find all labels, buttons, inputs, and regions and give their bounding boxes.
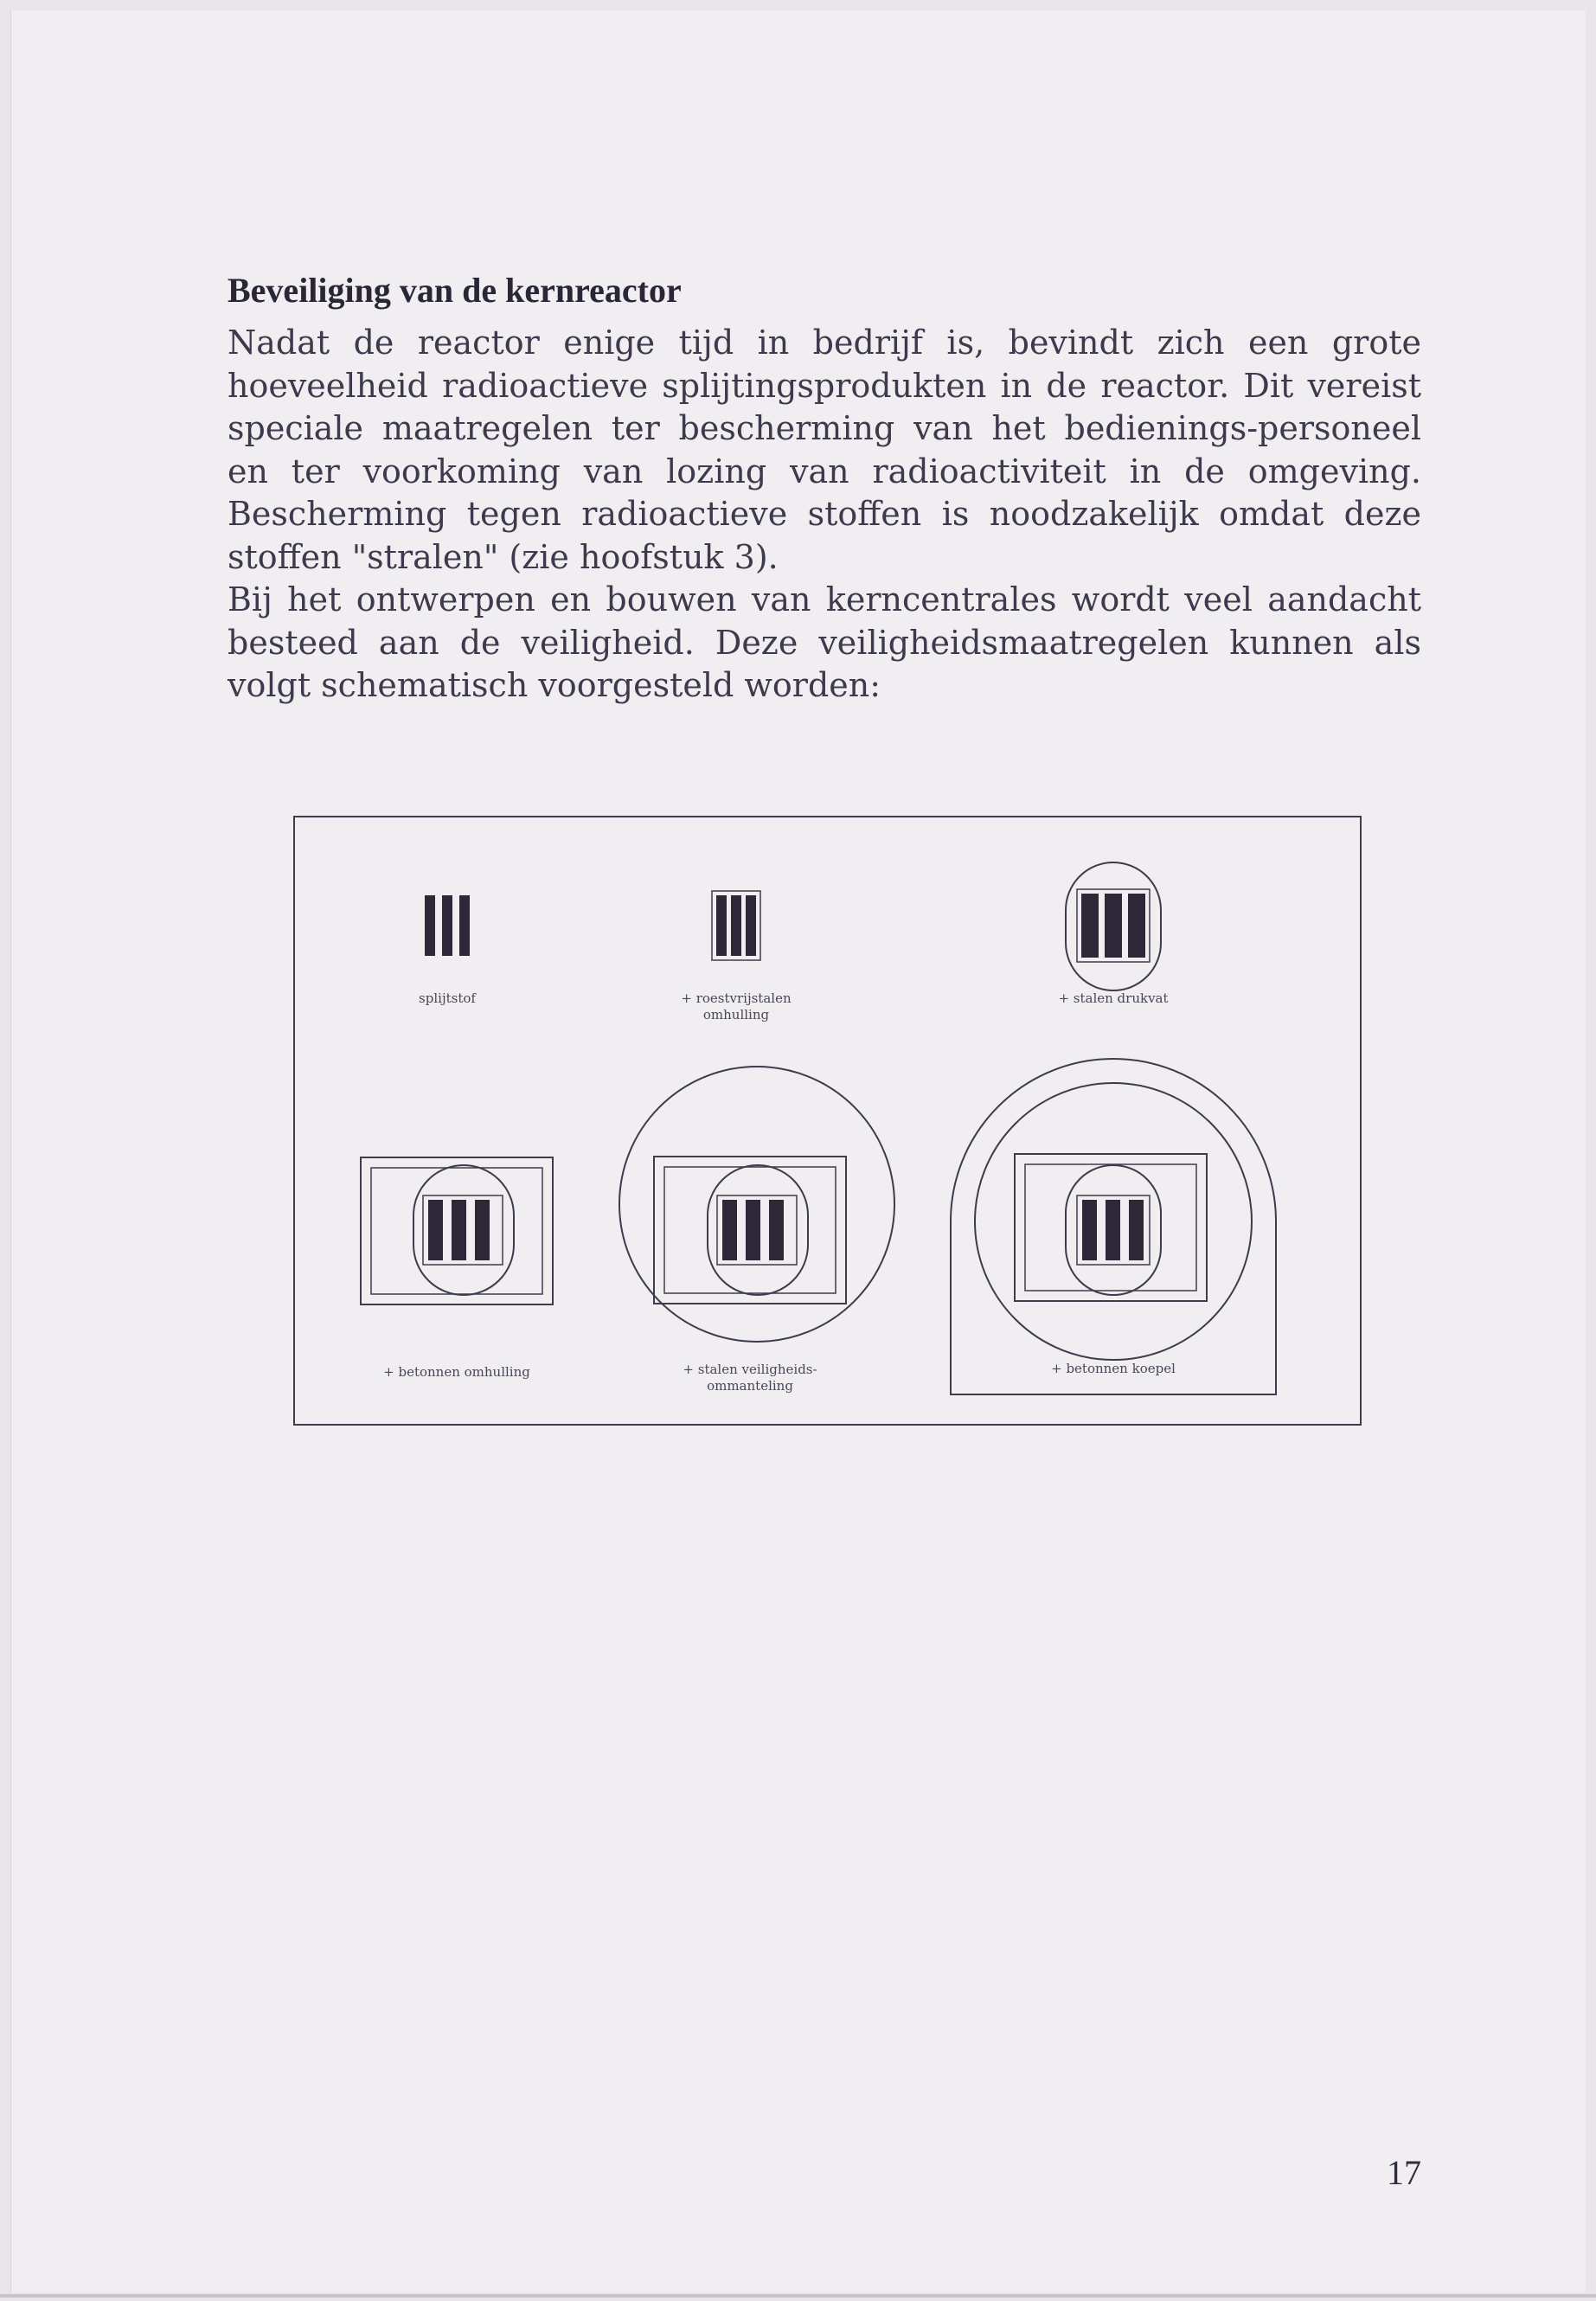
section-heading: Beveiliging van de kernreactor (228, 271, 682, 310)
caption-stalen-veiligheidsommanteling: + stalen veiligheids- (683, 1362, 817, 1377)
diagram-frame (294, 817, 1361, 1425)
paragraph: Bij het ontwerpen en bouwen van kerncentrales wordt veel aandacht besteed aan de veiligheid. Deze veiligheidsmaatregelen kunnen als volgt schematisch voorgesteld worden: (228, 580, 1421, 704)
body-text (228, 322, 1421, 708)
caption-betonnen-omhulling: + betonnen omhulling (383, 1364, 530, 1380)
caption-stalen-drukvat: + stalen drukvat (1058, 990, 1169, 1006)
page-number: 17 (1387, 2153, 1421, 2192)
reactor-safety-diagram (293, 815, 1362, 1427)
page-edge (0, 2294, 1596, 2298)
caption-stalen-veiligheidsommanteling-line2: ommanteling (707, 1378, 793, 1394)
caption-betonnen-koepel: + betonnen koepel (1051, 1361, 1176, 1376)
paragraph: Nadat de reactor enige tijd in bedrijf is, bevindt zich een grote hoeveelheid radioactieve splijtingsprodukten in de reactor. Dit vereist speciale maatregelen ter bescherming van het bedienings-personeel en ter voorkoming van lozing van radioactiviteit in de omgeving. Bescherming tegen radioactieve stoffen is noodzakelijk omdat deze stoffen "stralen" (zie hoofstuk 3). (228, 324, 1421, 576)
page (10, 10, 1586, 2292)
caption-roestvrijstalen-omhulling-line2: omhulling (702, 1007, 770, 1022)
caption-splijtstof: splijtstof (419, 990, 476, 1006)
caption-roestvrijstalen-omhulling: + roestvrijstalen (681, 990, 792, 1006)
